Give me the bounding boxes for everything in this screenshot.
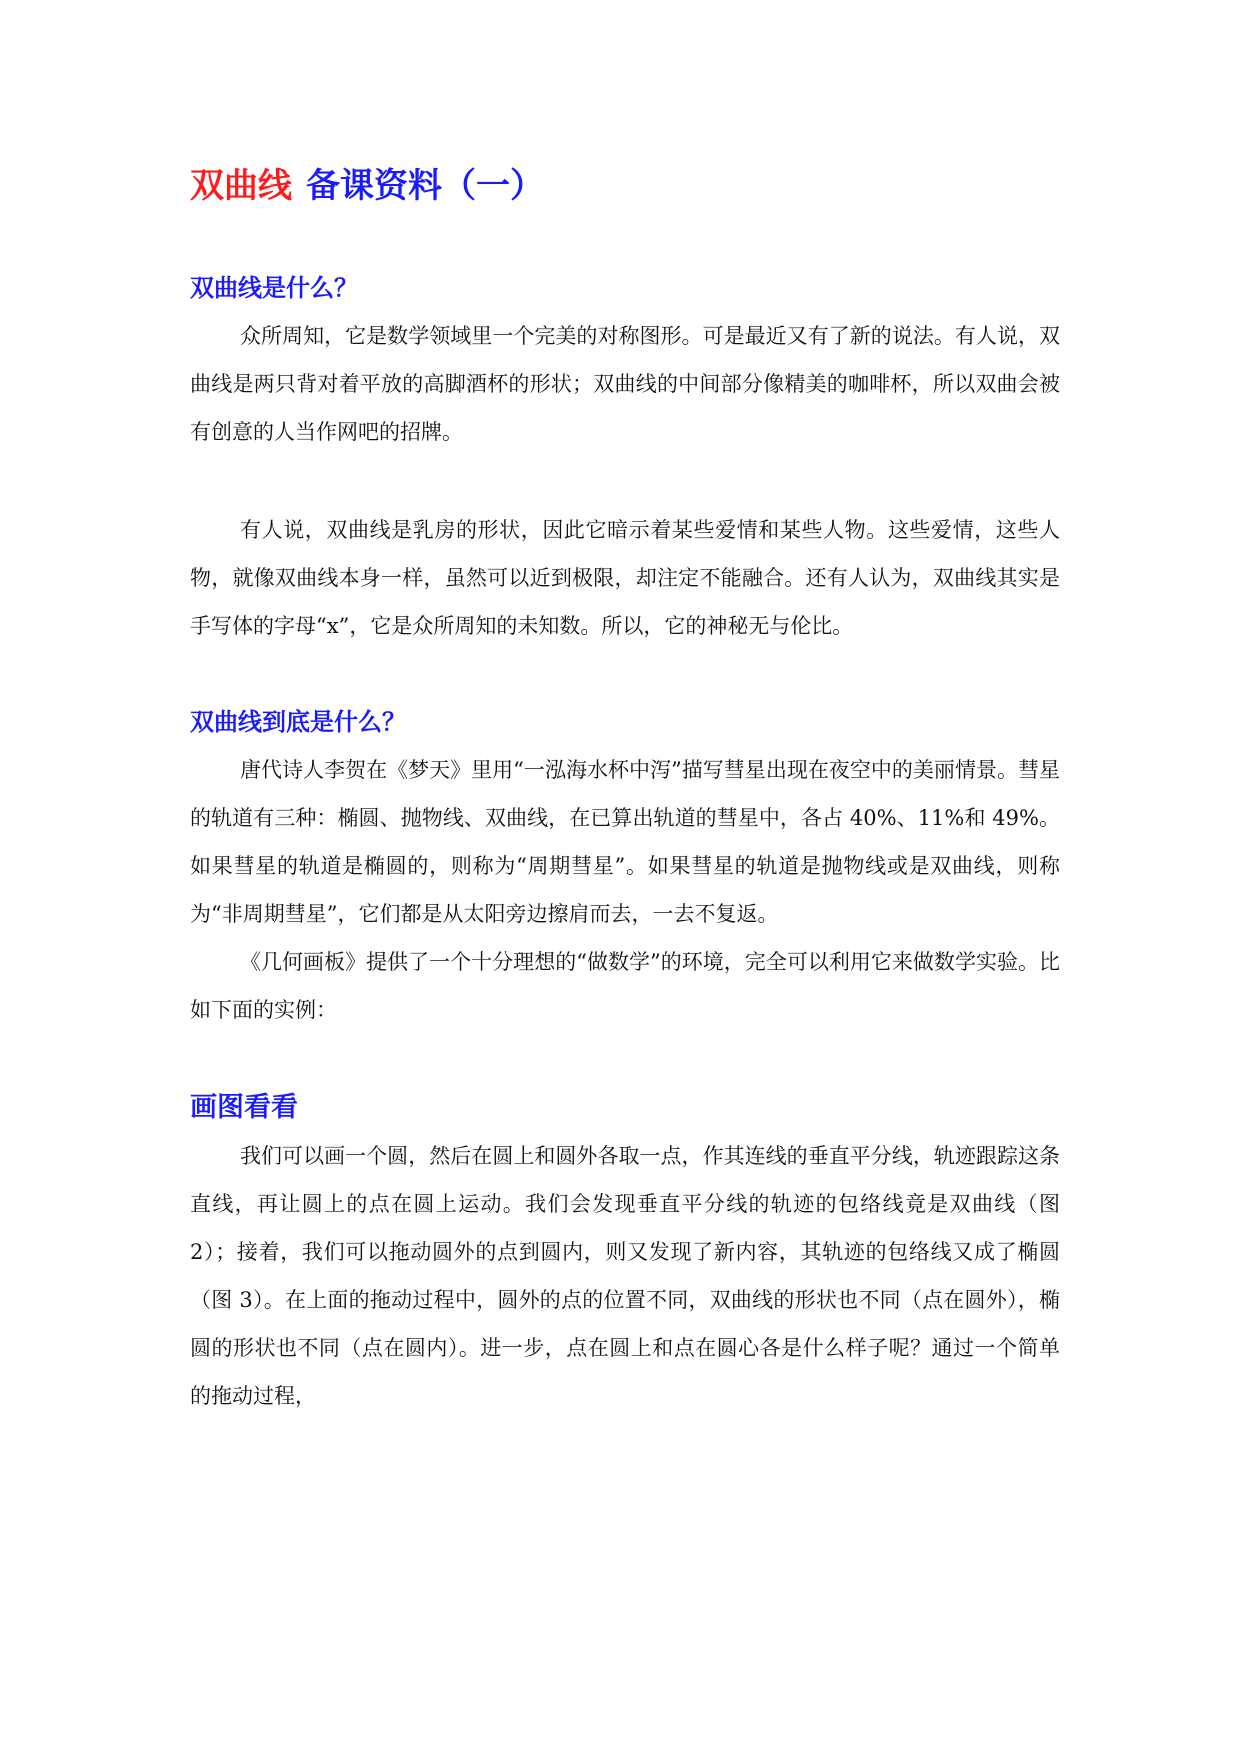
paragraph: 众所周知，它是数学领域里一个完美的对称图形。可是最近又有了新的说法。有人说，双曲线是两只背对着平放的高脚酒杯的形状；双曲线的中间部分像精美的咖啡杯，所以双曲会被有创意的人当作网吧的招牌。: [190, 324, 1060, 444]
section-heading-what-is: 双曲线是什么？: [190, 274, 358, 302]
title-topic: 双曲线: [190, 166, 292, 206]
section-heading-what-really-is: 双曲线到底是什么？: [190, 708, 406, 736]
title-subtitle: 备课资料（一）: [306, 166, 544, 206]
paragraph: 有人说，双曲线是乳房的形状，因此它暗示着某些爱情和某些人物。这些爱情，这些人物，就像双曲线本身一样，虽然可以近到极限，却注定不能融合。还有人认为，双曲线其实是手写体的字母“x”，它是众所周知的未知数。所以，它的神秘无与伦比。: [190, 518, 1060, 638]
paragraph: 唐代诗人李贺在《梦天》里用“一泓海水杯中泻”描写彗星出现在夜空中的美丽情景。彗星的轨道有三种：椭圆、抛物线、双曲线，在已算出轨道的彗星中，各占 40%、11%和 49%。如果彗星的轨道是椭圆的，则称为“周期彗星”。如果彗星的轨道是抛物线或是双曲线，则称为“非周期彗星”，它们都是从太阳旁边擦肩而去，一去不复返。: [190, 758, 1060, 926]
document-content: [190, 158, 1060, 1420]
page-title: [190, 158, 1060, 214]
paragraph: 我们可以画一个圆，然后在圆上和圆外各取一点，作其连线的垂直平分线，轨迹跟踪这条直线，再让圆上的点在圆上运动。我们会发现垂直平分线的轨迹的包络线竟是双曲线（图 2）；接着，我们可以拖动圆外的点到圆内，则又发现了新内容，其轨迹的包络线又成了椭圆（图 3）。在上面的拖动过程中，圆外的点的位置不同，双曲线的形状也不同（点在圆外），椭圆的形状也不同（点在圆内）。进一步，点在圆上和点在圆心各是什么样子呢？通过一个简单的拖动过程，: [190, 1144, 1060, 1408]
section-heading-draw-and-see: 画图看看: [190, 1092, 298, 1123]
paragraph: 《几何画板》提供了一个十分理想的“做数学”的环境，完全可以利用它来做数学实验。比如下面的实例：: [190, 950, 1060, 1022]
